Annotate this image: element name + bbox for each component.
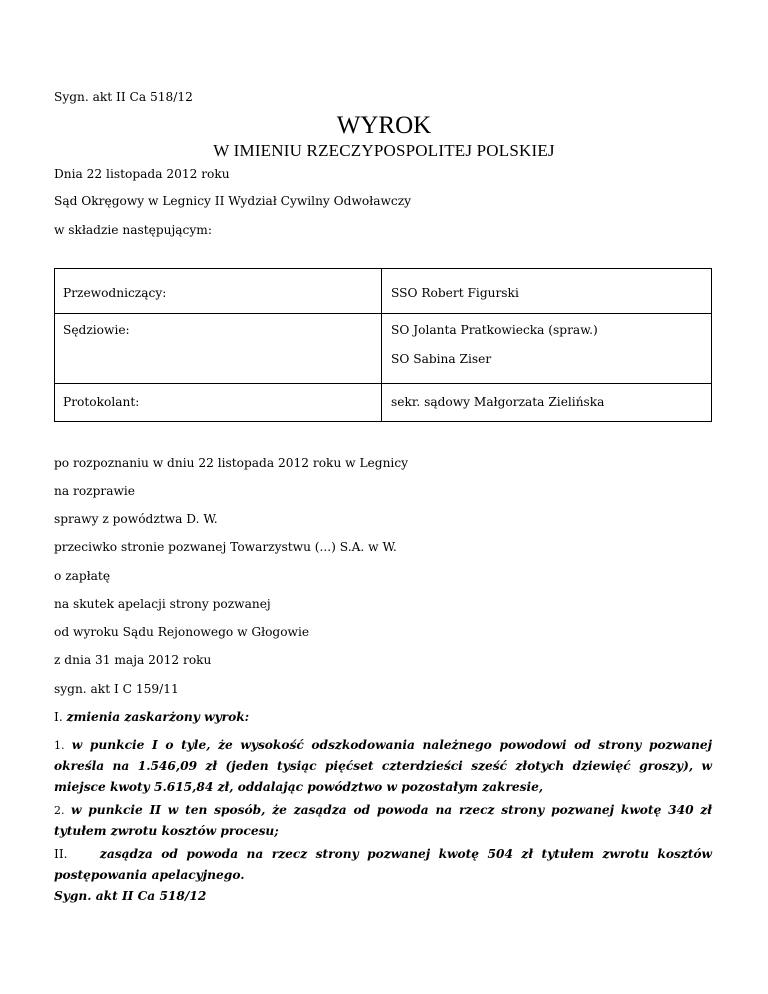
- point-text: zmienia zaskarżony wyrok:: [66, 710, 250, 724]
- proceedings-line: od wyroku Sądu Rejonowego w Głogowie: [54, 625, 310, 639]
- clerk-name: sekr. sądowy Małgorzata Zielińska: [391, 395, 605, 409]
- table-column-divider: [381, 269, 382, 421]
- sub-number: 2.: [54, 804, 65, 817]
- case-reference: Sygn. akt II Ca 518/12: [54, 90, 193, 104]
- judge-name: SO Sabina Ziser: [391, 352, 492, 366]
- proceedings-line: o zapłatę: [54, 569, 111, 583]
- point-number: I.: [54, 710, 63, 724]
- judges-label: Sędziowie:: [63, 323, 130, 337]
- clerk-label: Protokolant:: [63, 395, 140, 409]
- proceedings-line: na skutek apelacji strony pozwanej: [54, 597, 271, 611]
- proceedings-line: sprawy z powództwa D. W.: [54, 512, 218, 526]
- proceedings-line: z dnia 31 maja 2012 roku: [54, 653, 212, 667]
- proceedings-line: po rozpoznaniu w dniu 22 listopada 2012 roku w Legnicy: [54, 456, 409, 470]
- decision-point-1: [54, 710, 249, 724]
- decision-sub-1: [54, 735, 712, 798]
- table-row-divider: [55, 313, 711, 314]
- proceedings-line: sygn. akt I C 159/11: [54, 682, 179, 696]
- court-name: Sąd Okręgowy w Legnicy II Wydział Cywilny Odwoławczy: [54, 194, 412, 208]
- table-row-divider: [55, 383, 711, 384]
- decision-sub-2: [54, 800, 712, 842]
- sub-text: w punkcie II w ten sposób, że zasądza od powoda na rzecz strony pozwanej kwotę 340 zł tytułem zwrotu kosztów procesu;: [54, 803, 713, 838]
- point-text: zasądza od powoda na rzecz strony pozwanej kwotę 504 zł tytułem zwrotu kosztów postępowania apelacyjnego.: [54, 847, 713, 882]
- document-subtitle: W IMIENIU RZECZYPOSPOLITEJ POLSKIEJ: [213, 141, 555, 160]
- chair-label: Przewodniczący:: [63, 286, 167, 300]
- composition-intro: w składzie następującym:: [54, 223, 212, 237]
- footer-case-reference: Sygn. akt II Ca 518/12: [54, 889, 207, 903]
- proceedings-line: na rozprawie: [54, 484, 136, 498]
- court-panel-table: [54, 268, 712, 422]
- sub-text: w punkcie I o tyle, że wysokość odszkodowania należnego powodowi od strony pozwanej określa na 1.546,09 zł (jeden tysiąc pięćset czterdzieści sześć złotych dziewięć groszy), w miejsce kwoty 5.615,84 zł, oddalając powództwo w pozostałym zakresie,: [54, 738, 712, 794]
- document-title: WYROK: [336, 112, 432, 139]
- proceedings-line: przeciwko stronie pozwanej Towarzystwu (...) S.A. w W.: [54, 540, 397, 554]
- chair-name: SSO Robert Figurski: [391, 286, 519, 300]
- judgment-date: Dnia 22 listopada 2012 roku: [54, 167, 230, 181]
- point-number: II.: [54, 847, 68, 861]
- judge-name: SO Jolanta Pratkowiecka (spraw.): [391, 323, 598, 337]
- sub-number: 1.: [54, 739, 65, 752]
- decision-point-2: [54, 844, 712, 886]
